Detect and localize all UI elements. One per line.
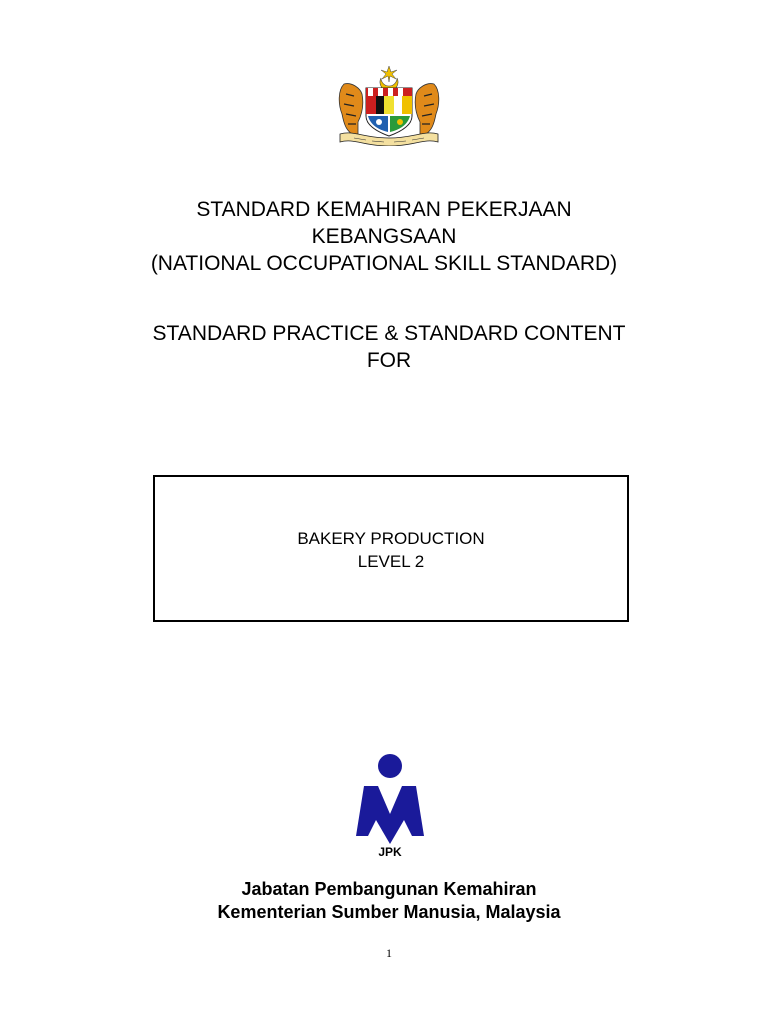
organization-name — [0, 878, 768, 924]
program-title — [155, 527, 627, 573]
program-name: BAKERY PRODUCTION — [297, 529, 485, 548]
page-number: 1 — [386, 946, 392, 960]
jpk-logo-icon — [352, 752, 428, 846]
department-name: Jabatan Pembangunan Kemahiran — [241, 879, 537, 899]
ministry-name: Kementerian Sumber Manusia, Malaysia — [217, 902, 561, 922]
subtitle-line: STANDARD PRACTICE & STANDARD CONTENT — [152, 322, 626, 345]
title-line: STANDARD KEMAHIRAN PEKERJAAN — [196, 198, 572, 221]
jpk-label: JPK — [378, 845, 402, 859]
title-line: (NATIONAL OCCUPATIONAL SKILL STANDARD) — [150, 252, 618, 275]
program-box — [153, 475, 629, 622]
document-title — [0, 196, 768, 277]
program-level: LEVEL 2 — [357, 552, 425, 571]
subtitle-line: FOR — [366, 349, 412, 372]
coat-of-arms-icon — [334, 64, 444, 146]
title-line: KEBANGSAAN — [311, 225, 457, 248]
document-subtitle — [0, 320, 768, 374]
